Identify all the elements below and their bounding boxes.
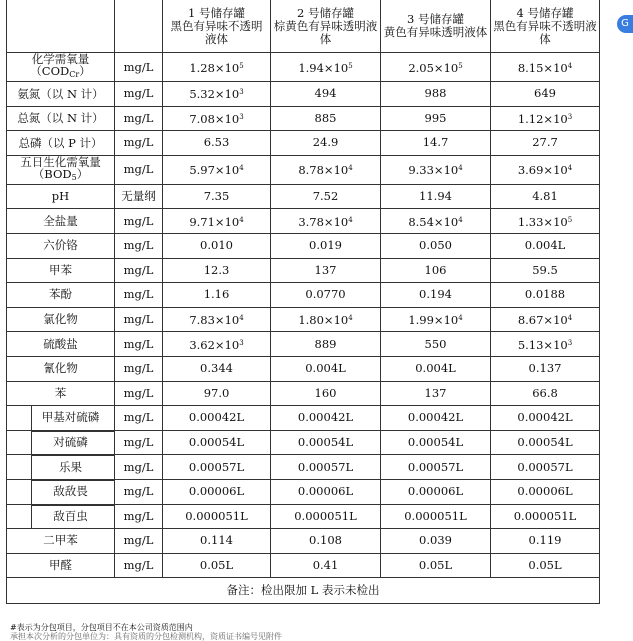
value-text: 8.54×10 [408, 214, 459, 229]
value-cell [491, 553, 600, 578]
value-cell [163, 131, 271, 156]
header-tank1 [163, 0, 271, 53]
table-row [7, 356, 600, 381]
item-name-cell [7, 184, 115, 209]
table-row [7, 258, 600, 283]
item-name-cell: 对硫磷 [7, 430, 115, 455]
table-row [7, 209, 600, 234]
value-text: 0.00057L [297, 459, 354, 474]
value-text: 1.80×10 [298, 313, 349, 328]
value-text: 7.52 [312, 189, 339, 204]
value-text: 160 [314, 385, 337, 400]
value-text: 5.97×10 [189, 163, 240, 178]
value-cell [491, 332, 600, 357]
value-text: 0.00054L [297, 435, 354, 450]
table-row [7, 479, 600, 504]
value-text: 3.69×10 [517, 163, 568, 178]
value-cell [381, 155, 491, 184]
value-cell [163, 258, 271, 283]
value-cell [381, 131, 491, 156]
item-name-cell: 甲醛 [7, 553, 115, 578]
unit-cell: mg/L [115, 53, 163, 82]
unit-cell: mg/L [115, 381, 163, 406]
item-name-tail: ） [79, 64, 91, 78]
item-name: 全盐量 [43, 213, 78, 228]
value-exponent: 3 [239, 112, 244, 121]
value-cell [271, 406, 381, 431]
item-name: 氨氮（以 N 计） [17, 86, 104, 101]
item-name-cell [7, 283, 115, 308]
value-cell [163, 106, 271, 131]
table-row [7, 82, 600, 107]
item-name-cell: 乐果 [7, 455, 115, 480]
value-exponent: 4 [348, 164, 353, 173]
unit-cell: mg/L [115, 455, 163, 480]
item-name-cell [7, 381, 115, 406]
value-cell [271, 332, 381, 357]
value-exponent: 3 [567, 338, 573, 347]
value-cell [271, 131, 381, 156]
item-name: 六价铬 [43, 238, 78, 253]
value-text: 14.7 [422, 135, 449, 150]
unit-cell: mg/L [115, 283, 163, 308]
value-text: 494 [314, 86, 337, 101]
value-exponent: 4 [348, 314, 353, 323]
value-text: 550 [424, 336, 447, 351]
value-exponent: 4 [567, 61, 573, 70]
remark-cell: 备注：检出限加 L 表示未检出 [7, 578, 600, 604]
table-body [7, 0, 600, 604]
value-cell [163, 430, 271, 455]
item-name: 氰化物 [43, 361, 78, 376]
value-text: 0.00054L [407, 435, 464, 450]
value-text: 27.7 [532, 135, 558, 150]
value-cell [381, 209, 491, 234]
value-cell [271, 233, 381, 258]
value-cell [163, 283, 271, 308]
value-cell [491, 356, 600, 381]
unit-cell: mg/L [115, 131, 163, 156]
value-text: 1.94×10 [298, 60, 349, 75]
value-text: 1.28×10 [189, 60, 240, 75]
item-name-cell: 二甲苯 [7, 529, 115, 554]
value-cell [163, 53, 271, 82]
value-cell [491, 479, 600, 504]
value-cell [163, 381, 271, 406]
value-cell [491, 406, 600, 431]
value-text: 0.0770 [305, 287, 346, 302]
tank4-desc: 黑色有异味不透明液体 [493, 18, 597, 46]
value-cell [163, 553, 271, 578]
tank1-title: 1 号储存罐 [188, 5, 245, 20]
header-item-cell [7, 0, 115, 53]
value-text: 988 [424, 86, 447, 101]
value-cell [271, 381, 381, 406]
table-row [7, 381, 600, 406]
unit-cell: mg/L [115, 406, 163, 431]
unit-cell: mg/L [115, 529, 163, 554]
table-row [7, 406, 600, 431]
item-name-cell [7, 131, 115, 156]
item-name: 总氮（以 N 计） [17, 111, 104, 126]
value-cell [271, 307, 381, 332]
value-text: 0.039 [419, 533, 452, 548]
value-text: 97.0 [203, 385, 230, 400]
value-exponent: 3 [239, 338, 244, 347]
value-text: 7.08×10 [189, 111, 240, 126]
value-cell [271, 504, 381, 529]
value-cell [271, 53, 381, 82]
value-text: 0.000051L [185, 508, 248, 523]
value-text: 0.0188 [524, 287, 566, 302]
value-cell [381, 106, 491, 131]
value-cell [381, 356, 491, 381]
value-cell [381, 307, 491, 332]
unit-cell: mg/L [115, 356, 163, 381]
tank3-title: 3 号储存罐 [407, 12, 464, 26]
unit-cell: mg/L [115, 233, 163, 258]
table-row [7, 529, 600, 554]
value-cell [381, 82, 491, 107]
table-row [7, 131, 600, 156]
value-text: 0.000051L [404, 508, 467, 523]
value-text: 0.00042L [188, 410, 245, 425]
value-exponent: 5 [348, 61, 353, 70]
table-row [7, 233, 600, 258]
value-text: 9.33×10 [408, 163, 459, 178]
item-name: 甲苯 [49, 262, 72, 277]
value-cell [491, 82, 600, 107]
value-text: 137 [314, 262, 337, 277]
value-cell [381, 258, 491, 283]
item-name-cell: 甲基对硫磷 [7, 406, 115, 431]
unit-cell: mg/L [115, 155, 163, 184]
header-tank2 [271, 0, 381, 53]
value-cell [491, 106, 600, 131]
value-cell [491, 430, 600, 455]
value-cell [163, 406, 271, 431]
value-text: 0.108 [309, 533, 342, 548]
table-row [7, 155, 600, 184]
value-text: 0.004L [524, 238, 566, 253]
value-text: 24.9 [312, 135, 339, 150]
value-cell [381, 332, 491, 357]
item-name-cell: 敌百虫 [7, 504, 115, 529]
value-cell [163, 155, 271, 184]
value-cell [163, 82, 271, 107]
value-text: 5.32×10 [189, 87, 240, 102]
value-text: 5.13×10 [517, 337, 568, 352]
value-text: 4.81 [532, 189, 558, 204]
value-text: 3.62×10 [189, 337, 240, 352]
value-text: 137 [424, 385, 447, 400]
value-cell [381, 529, 491, 554]
item-name-cell [7, 332, 115, 357]
value-cell [381, 283, 491, 308]
footnote: #表示为分包项目，分包项目不在本公司资质范围内 [10, 623, 193, 632]
value-text: 0.00006L [297, 484, 354, 499]
value-cell [271, 82, 381, 107]
value-cell [491, 283, 600, 308]
value-cell [491, 504, 600, 529]
item-name-cell [7, 82, 115, 107]
item-name: 总磷（以 P 计） [18, 135, 103, 150]
value-cell [381, 430, 491, 455]
value-exponent: 4 [458, 164, 463, 173]
test-results-table [6, 0, 600, 604]
value-cell [491, 184, 600, 209]
value-text: 0.00057L [188, 459, 245, 474]
value-text: 0.00057L [407, 459, 464, 474]
unit-cell: mg/L [115, 106, 163, 131]
value-cell [381, 455, 491, 480]
value-cell [271, 479, 381, 504]
item-name: 苯酚 [49, 287, 72, 302]
value-text: 995 [424, 110, 447, 125]
header-tank3 [381, 0, 491, 53]
value-cell [381, 53, 491, 82]
value-cell [271, 430, 381, 455]
value-text: 0.00054L [188, 435, 245, 450]
value-text: 2.05×10 [408, 60, 459, 75]
value-text: 0.119 [528, 533, 562, 548]
item-name-cell [7, 155, 115, 184]
value-text: 11.94 [419, 189, 452, 204]
value-cell [271, 553, 381, 578]
value-text: 1.33×10 [517, 214, 568, 229]
value-exponent: 4 [567, 164, 573, 173]
value-cell [381, 184, 491, 209]
value-cell [381, 406, 491, 431]
value-cell [491, 307, 600, 332]
value-cell [163, 332, 271, 357]
value-cell [271, 106, 381, 131]
unit-cell: mg/L [115, 258, 163, 283]
value-text: 8.78×10 [298, 163, 349, 178]
value-text: 0.050 [419, 238, 452, 253]
unit-cell: mg/L [115, 479, 163, 504]
value-exponent: 3 [239, 88, 244, 97]
value-cell [271, 283, 381, 308]
item-name: 硫酸盐 [43, 336, 78, 351]
value-text: 8.15×10 [517, 60, 568, 75]
table-row [7, 332, 600, 357]
value-text: 3.78×10 [298, 214, 349, 229]
value-text: 0.137 [528, 361, 562, 376]
value-cell [271, 529, 381, 554]
value-cell [491, 258, 600, 283]
value-cell [163, 529, 271, 554]
value-text: 0.00042L [297, 410, 354, 425]
value-text: 1.99×10 [408, 313, 459, 328]
value-cell [491, 529, 600, 554]
value-text: 0.114 [200, 533, 233, 548]
value-text: 8.67×10 [517, 313, 568, 328]
item-name: 氯化物 [43, 312, 78, 327]
value-cell [381, 233, 491, 258]
value-text: 12.3 [203, 262, 230, 277]
value-cell [163, 455, 271, 480]
tank2-desc: 棕黄色有异味透明液体 [273, 18, 378, 46]
item-name-cell [7, 53, 115, 82]
tank3-desc: 黄色有异味透明液体 [383, 25, 488, 39]
item-name-cell [7, 233, 115, 258]
unit-cell: mg/L [115, 307, 163, 332]
table-row [7, 430, 600, 455]
value-text: 0.00042L [407, 410, 464, 425]
value-cell [163, 356, 271, 381]
table-row [7, 53, 600, 82]
value-text: 1.12×10 [517, 111, 568, 126]
table-row [7, 283, 600, 308]
value-text: 0.00042L [517, 410, 573, 425]
value-text: 0.004L [305, 361, 346, 376]
value-exponent: 4 [239, 164, 244, 173]
tank1-desc: 黑色有异味不透明液体 [170, 18, 263, 46]
value-cell [491, 209, 600, 234]
footnote-secondary: 承担本次分析的分包单位为：具有资质的分包检测机构，资质证书编号见附件 [10, 632, 282, 641]
value-cell [271, 184, 381, 209]
value-cell [271, 258, 381, 283]
value-exponent: 4 [239, 215, 244, 224]
tank4-title: 4 号储存罐 [516, 5, 574, 20]
header-unit-cell [115, 0, 163, 53]
value-text: 0.00006L [188, 484, 245, 499]
item-name: 苯 [54, 385, 67, 400]
value-text: 0.194 [419, 287, 452, 302]
value-cell [163, 479, 271, 504]
unit-cell: mg/L [115, 504, 163, 529]
value-exponent: 3 [567, 112, 573, 121]
item-name-cell [7, 258, 115, 283]
value-text: 0.344 [200, 361, 233, 376]
header-tank4 [491, 0, 600, 53]
item-name-subscript: 5 [71, 172, 77, 182]
value-cell [163, 233, 271, 258]
item-name: 五日生化需氧量（BOD [20, 154, 101, 181]
value-cell [491, 155, 600, 184]
table-row [7, 504, 600, 529]
value-text: 0.000051L [294, 508, 357, 523]
value-cell [491, 381, 600, 406]
table-row [7, 106, 600, 131]
value-exponent: 4 [458, 314, 463, 323]
value-cell [271, 209, 381, 234]
item-name-cell [7, 106, 115, 131]
item-name-tail: ） [76, 166, 89, 181]
value-text: 649 [534, 86, 556, 101]
unit-cell: mg/L [115, 430, 163, 455]
unit-cell: mg/L [115, 82, 163, 107]
value-exponent: 5 [458, 61, 463, 70]
value-text: 0.41 [312, 557, 339, 572]
value-exponent: 4 [567, 314, 573, 323]
value-cell [163, 184, 271, 209]
side-badge-icon[interactable]: G [617, 15, 633, 33]
value-text: 0.00057L [517, 459, 573, 474]
value-cell [491, 53, 600, 82]
table-row [7, 307, 600, 332]
item-name-cell [7, 209, 115, 234]
value-text: 885 [314, 110, 337, 125]
value-text: 0.004L [415, 361, 456, 376]
unit-cell: mg/L [115, 209, 163, 234]
value-cell [381, 504, 491, 529]
value-text: 106 [424, 262, 447, 277]
value-text: 0.05L [199, 557, 234, 572]
value-exponent: 4 [348, 215, 353, 224]
value-text: 66.8 [532, 385, 558, 400]
value-cell [271, 356, 381, 381]
value-text: 7.35 [203, 189, 230, 204]
value-cell [381, 381, 491, 406]
value-text: 0.010 [200, 238, 233, 253]
value-cell [491, 455, 600, 480]
table-row [7, 184, 600, 209]
value-text: 0.00006L [407, 484, 464, 499]
item-name-cell [7, 356, 115, 381]
value-cell [491, 131, 600, 156]
table-row [7, 553, 600, 578]
value-exponent: 5 [567, 215, 573, 224]
unit-cell: mg/L [115, 553, 163, 578]
value-cell [271, 155, 381, 184]
value-cell [491, 233, 600, 258]
remark-row [7, 578, 600, 604]
header-row [7, 0, 600, 53]
value-cell [381, 479, 491, 504]
value-exponent: 4 [239, 314, 244, 323]
value-cell [163, 504, 271, 529]
item-name-cell: 敌敌畏 [7, 479, 115, 504]
value-exponent: 5 [239, 61, 244, 70]
item-name-cell [7, 307, 115, 332]
value-text: 7.83×10 [189, 313, 240, 328]
value-cell [271, 455, 381, 480]
value-cell [163, 209, 271, 234]
table-row [7, 455, 600, 480]
item-name: pH [51, 189, 70, 204]
item-name: 化学需氧量（COD [30, 52, 90, 78]
value-text: 0.05L [418, 557, 453, 572]
value-exponent: 4 [458, 215, 463, 224]
value-text: 0.019 [309, 238, 342, 253]
value-text: 0.00006L [517, 484, 573, 499]
value-text: 0.05L [528, 557, 562, 572]
value-text: 0.00054L [517, 435, 573, 450]
value-text: 0.000051L [513, 508, 577, 523]
unit-cell: mg/L [115, 332, 163, 357]
value-text: 1.16 [203, 287, 230, 302]
value-cell [163, 307, 271, 332]
value-cell [381, 553, 491, 578]
value-text: 6.53 [203, 135, 230, 150]
value-text: 889 [314, 336, 337, 351]
value-text: 9.71×10 [189, 214, 240, 229]
tank2-title: 2 号储存罐 [297, 5, 354, 20]
value-text: 59.5 [532, 262, 558, 277]
unit-cell: 无量纲 [115, 184, 163, 209]
item-name-subscript: Cr [69, 70, 80, 79]
